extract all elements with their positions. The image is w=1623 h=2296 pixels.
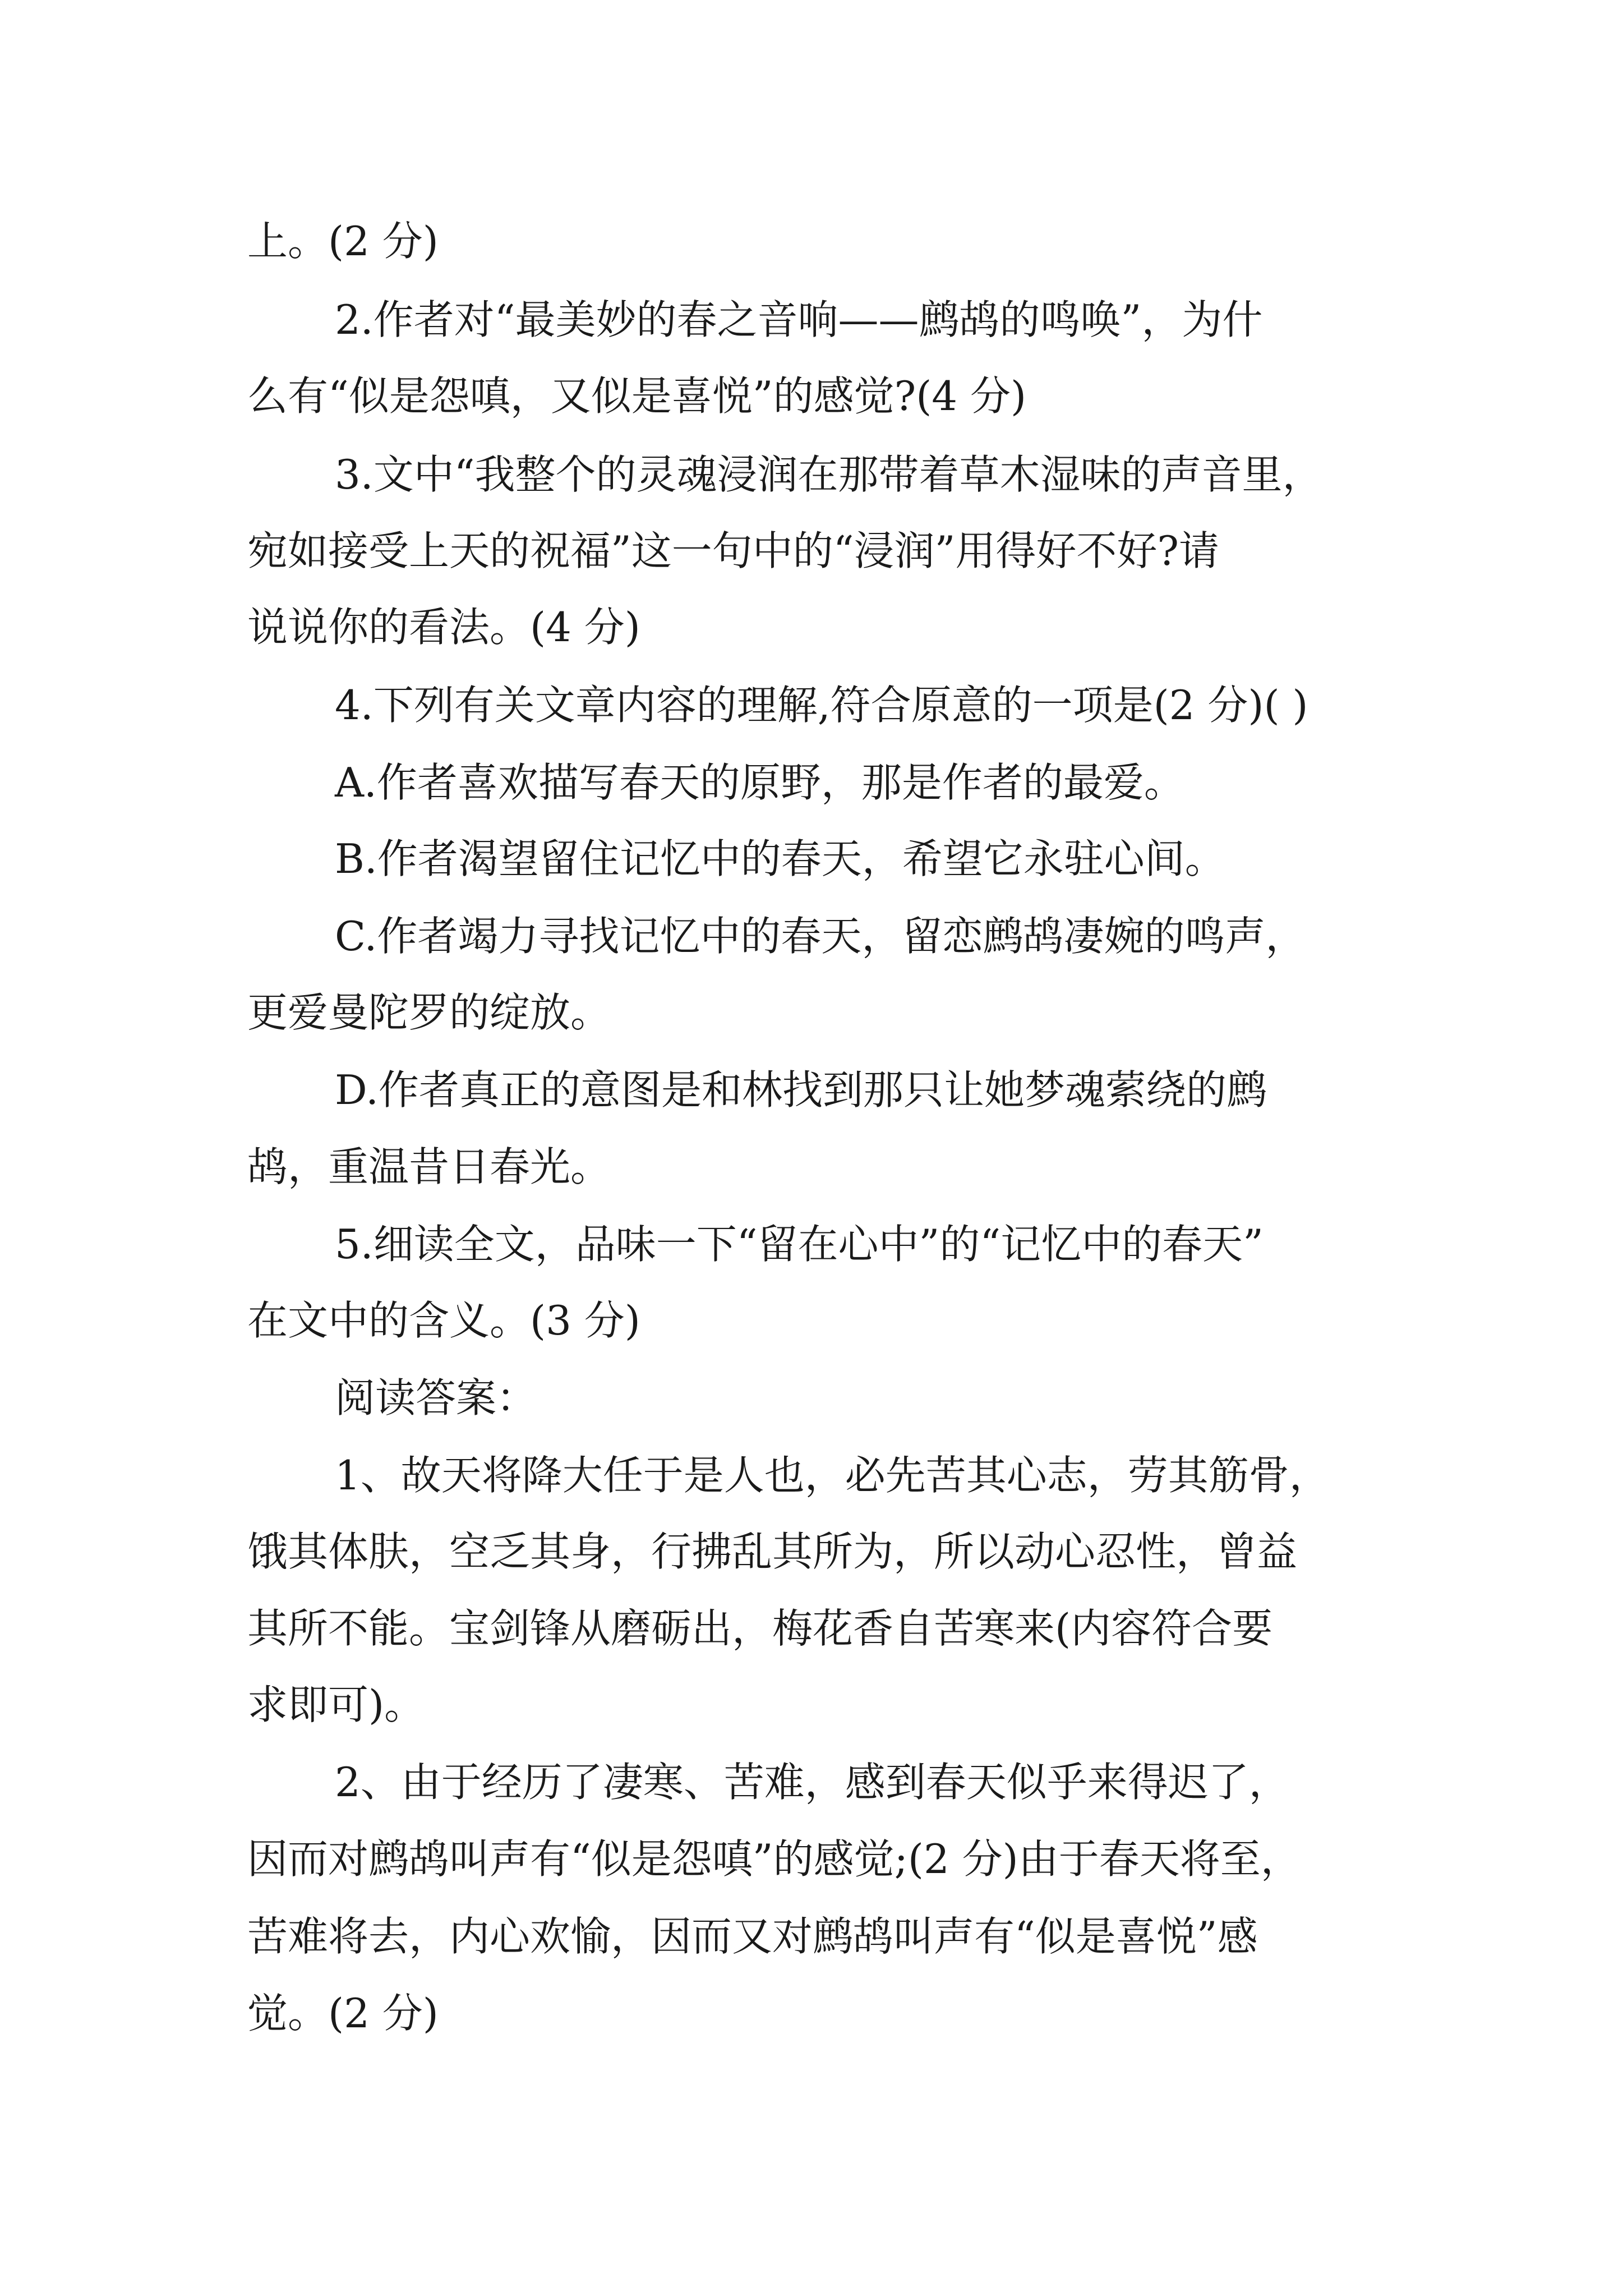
text-line: 饿其体肤，空乏其身，行拂乱其所为，所以动心忍性，曾益 bbox=[247, 1528, 1298, 1575]
answer-1-line: 1、故天将降大任于是人也，必先苦其心志，劳其筋骨， bbox=[335, 1452, 1330, 1499]
question-3-line: 3.文中“我整个的灵魂浸润在那带着草木湿味的声音里， bbox=[335, 451, 1323, 498]
answer-2-line: 2、由于经历了凄寒、苦难，感到春天似乎来得迟了， bbox=[335, 1759, 1289, 1806]
text-line: 说说你的看法。(4 分) bbox=[247, 604, 640, 651]
option-d-line: D.作者真正的意图是和林找到那只让她梦魂萦绕的鹧 bbox=[335, 1066, 1267, 1114]
text-line: 在文中的含义。(3 分) bbox=[247, 1297, 640, 1344]
text-line: 宛如接受上天的祝福”这一句中的“浸润”用得好不好?请 bbox=[247, 527, 1220, 574]
text-line: 觉。(2 分) bbox=[247, 1990, 439, 2037]
option-a-line: A.作者喜欢描写春天的原野，那是作者的最爱。 bbox=[335, 759, 1184, 806]
question-2-line: 2.作者对“最美妙的春之音响——鹧鸪的鸣唤”，为什 bbox=[335, 296, 1263, 343]
text-line: 么有“似是怨嗔，又似是喜悦”的感觉?(4 分) bbox=[247, 372, 1027, 420]
text-line: 鸪，重温昔日春光。 bbox=[247, 1143, 611, 1190]
answers-heading: 阅读答案： bbox=[335, 1374, 537, 1421]
option-b-line: B.作者渴望留住记忆中的春天，希望它永驻心间。 bbox=[335, 835, 1225, 882]
text-line: 上。(2 分) bbox=[247, 218, 439, 265]
question-4-line: 4.下列有关文章内容的理解,符合原意的一项是(2 分)( ) bbox=[335, 682, 1308, 729]
question-5-line: 5.细读全文，品味一下“留在心中”的“记忆中的春天” bbox=[335, 1221, 1264, 1268]
text-line: 苦难将去，内心欢愉，因而又对鹧鸪叫声有“似是喜悦”感 bbox=[247, 1913, 1258, 1960]
option-c-line: C.作者竭力寻找记忆中的春天，留恋鹧鸪凄婉的鸣声， bbox=[335, 913, 1306, 960]
text-line: 因而对鹧鸪叫声有“似是怨嗔”的感觉;(2 分)由于春天将至， bbox=[247, 1835, 1301, 1883]
text-line: 求即可)。 bbox=[247, 1681, 425, 1728]
text-line: 更爱曼陀罗的绽放。 bbox=[247, 989, 611, 1036]
text-line: 其所不能。宝剑锋从磨砺出，梅花香自苦寒来(内容符合要 bbox=[247, 1605, 1273, 1652]
